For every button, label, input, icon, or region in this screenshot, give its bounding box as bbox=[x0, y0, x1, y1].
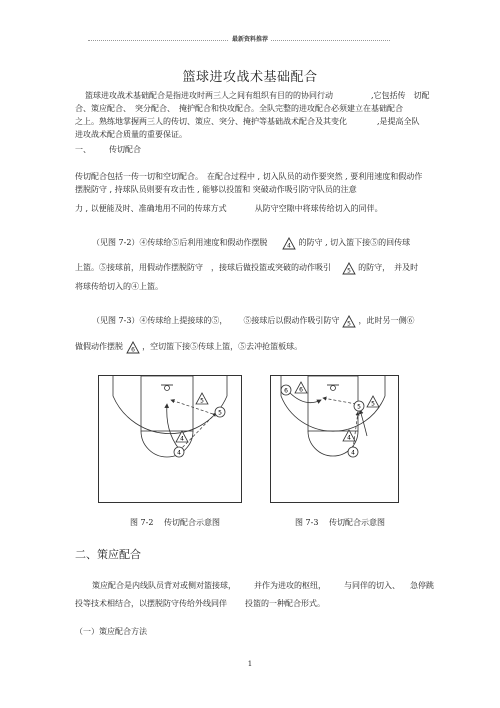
section-2-heading: 二、策应配合 bbox=[75, 548, 141, 561]
defender-4-label: 4 bbox=[180, 435, 184, 443]
s1-line-3: 力 , 以便能及时、准确地用不同的传球方式 从防守空隙中将球传给切入的同伴。 bbox=[75, 204, 383, 213]
page-title: 篮球进攻战术基础配合 bbox=[182, 70, 318, 85]
intro-line-3: 之上。熟练地掌握两三人的传切、策应、突分、掩护等基础战术配合及其变化 ,是提高全队 bbox=[75, 117, 420, 126]
player-5-label: 5 bbox=[357, 403, 361, 411]
s2-line-1: 策应配合是内线队员背对或侧对篮接球， 并作为进攻的枢纽， 与同伴的切入、 急停跳 bbox=[92, 581, 434, 590]
ex2-line-1: （见图 7-3）④传球给上提接球的⑤， ⑤接球后以假动作吸引防守 5 ，此时另一侧⑥ bbox=[92, 316, 415, 327]
page-number: 1 bbox=[247, 660, 253, 668]
svg-text:5: 5 bbox=[346, 267, 351, 274]
svg-text:5: 5 bbox=[347, 320, 351, 327]
player-4-label: 4 bbox=[177, 449, 181, 457]
defender-5-icon bbox=[342, 262, 356, 275]
svg-text:4: 4 bbox=[287, 242, 291, 249]
player-6-label: 6 bbox=[284, 387, 288, 395]
player-4-label: 4 bbox=[351, 449, 355, 457]
figure-7-2-diagram bbox=[98, 375, 242, 503]
defender-4-label: 4 bbox=[347, 434, 351, 442]
figure-7-2-caption: 图 7-2 传切配合示意图 bbox=[130, 518, 220, 527]
defender-5-label: 5 bbox=[200, 397, 204, 405]
ex1-line-2: 上篮。⑤接球前，用假动作摆脱防守 ，接球后做投篮或突破的动作吸引 5 的防守， 并及时 bbox=[75, 263, 419, 274]
section-1-heading: 一、 传切配合 bbox=[75, 145, 141, 154]
ex1-line-1: （见图 7-2）④传球给⑤后利用速度和假动作摆脱 4 的防守 , 切入篮下接⑤的回传球 bbox=[92, 238, 411, 249]
subsection-1-heading: （一）策应配合方法 bbox=[75, 627, 147, 636]
figure-7-3-diagram bbox=[270, 375, 399, 503]
ex2-line-2: 做假动作摆脱 6 ，空切篮下接⑤传球上篮，⑤去冲抢篮板球。 bbox=[75, 342, 303, 353]
player-5-label: 5 bbox=[218, 409, 222, 417]
figure-7-3-caption: 图 7-3 传切配合示意图 bbox=[295, 518, 385, 527]
header-banner: 最新资料推荐 bbox=[0, 34, 500, 43]
s2-line-2: 投等技术相结合，以摆脱防守传给外线同伴 投篮的一种配合形式。 bbox=[75, 599, 325, 608]
ex1-line-3: 将球传给切入的④上篮。 bbox=[75, 282, 163, 291]
s1-line-1: 传切配合包括一传一切和空切配合。 在配合过程中 , 切入队员的动作要突然 , 要利用速度和假动作 bbox=[75, 172, 423, 181]
intro-line-4: 进攻战术配合质量的重要保证。 bbox=[75, 130, 187, 139]
defender-4-icon bbox=[282, 237, 296, 250]
defender-6-icon bbox=[126, 341, 140, 354]
intro-line-2: 合、策应配合、 突分配合、 掩护配合和快攻配合。全队完整的进攻配合必须建立在基础配合 bbox=[75, 104, 403, 113]
intro-line-1: 篮球进攻战术基础配合是指进攻时两三人之间有组织有目的的协同行动 ,它包括传 切配 bbox=[85, 91, 430, 100]
defender-5-icon bbox=[342, 315, 356, 328]
svg-text:6: 6 bbox=[130, 346, 135, 353]
defender-5-label: 5 bbox=[371, 400, 375, 408]
defender-6-label: 6 bbox=[299, 386, 303, 394]
s1-line-2: 摆脱防守 , 持球队员则要有攻击性 , 能够以投篮和 突破动作吸引防守队员的注意 bbox=[75, 185, 357, 194]
